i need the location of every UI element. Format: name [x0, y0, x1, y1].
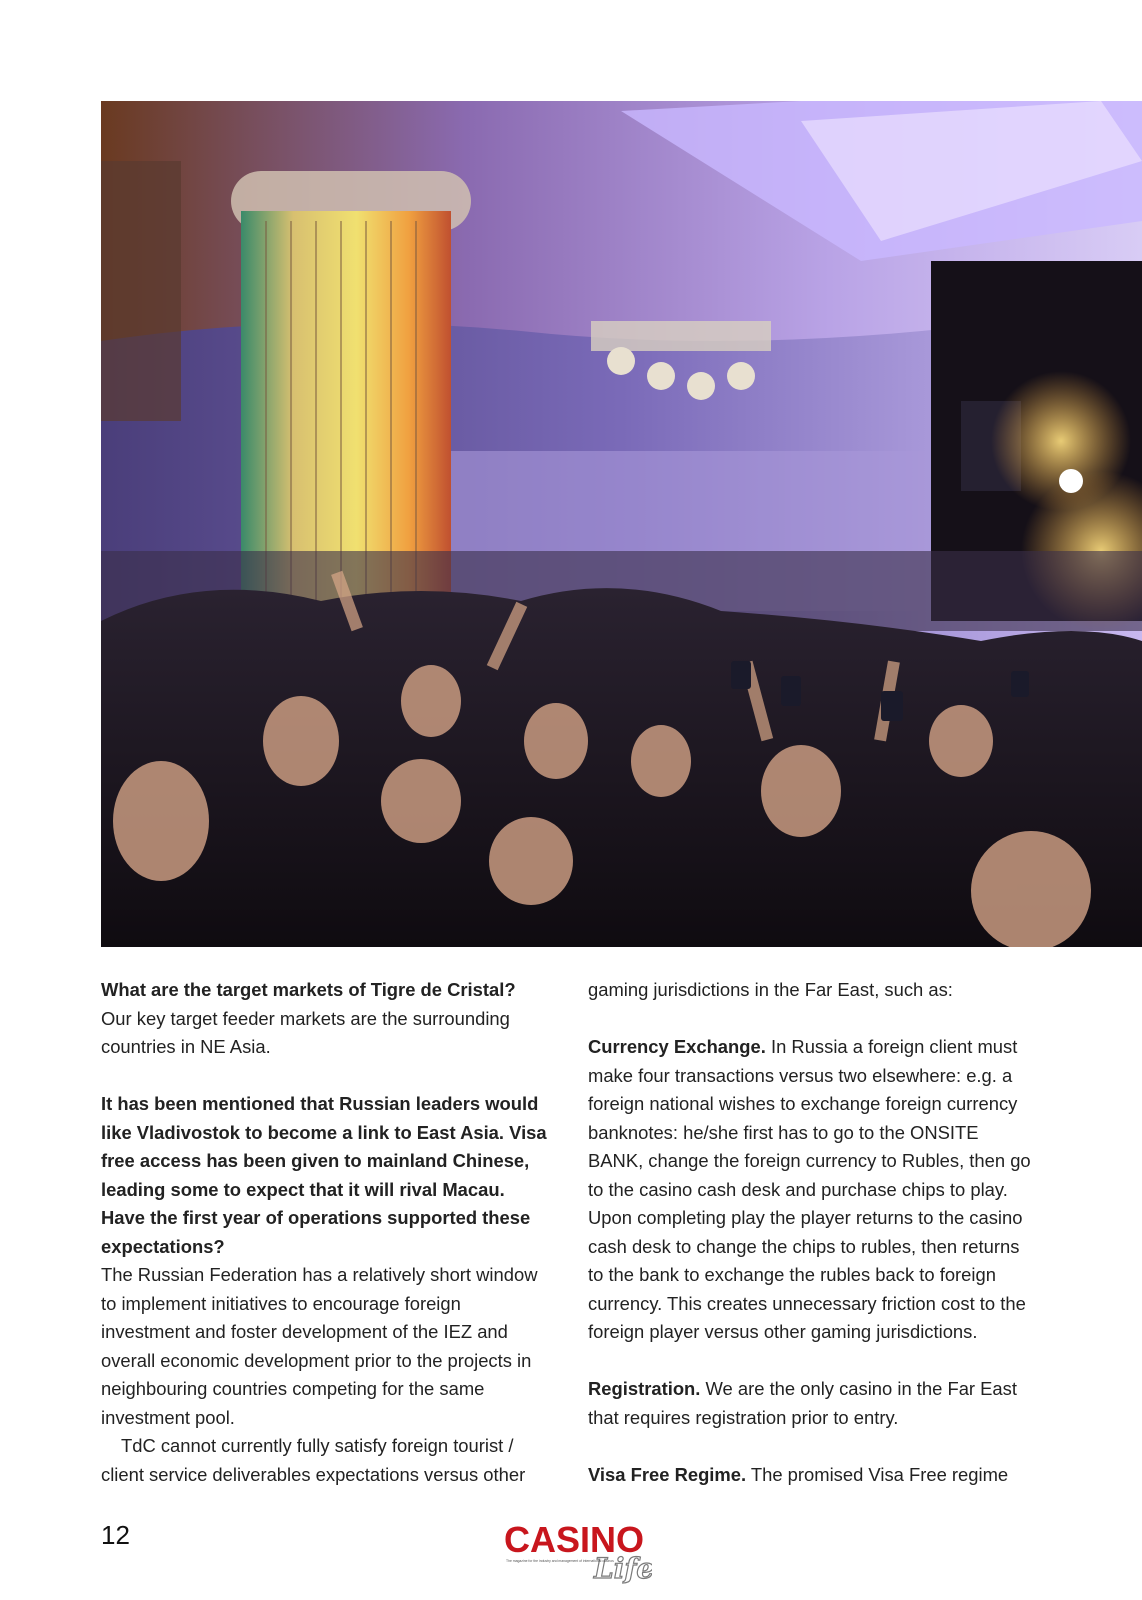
registration-paragraph — [588, 1375, 1038, 1432]
registration-title: Registration. — [588, 1378, 701, 1399]
question-target-markets: What are the target markets of Tigre de Cristal? — [101, 979, 516, 1000]
hero-photo — [101, 101, 1142, 947]
registration-text: We are the only casino in the Far East that requires registration prior to entry. — [588, 1378, 1017, 1428]
logo-main-text: CASINO — [504, 1519, 645, 1560]
logo-tagline: The magazine for the industry and management of international casinos — [506, 1559, 614, 1563]
visa-free-paragraph — [588, 1461, 1038, 1490]
casino-life-logo — [502, 1518, 652, 1588]
visa-free-title: Visa Free Regime. — [588, 1463, 747, 1485]
answer-target-markets: Our key target feeder markets are the surrounding countries in NE Asia. — [101, 1007, 510, 1057]
answer-vladivostok-p1: The Russian Federation has a relatively short window to implement initiatives to encourage foreign investment and foster development of the IEZ and overall economic development prior to the projects in neighbouring countries competing for the same investment pool. — [101, 1264, 538, 1428]
right-column — [588, 976, 1038, 1489]
currency-exchange-title: Currency Exchange. — [588, 1036, 766, 1057]
question-vladivostok: It has been mentioned that Russian leaders would like Vladivostok to become a link to East Asia. Visa free access has been given to mainland Chinese, leading some to expect that it will rival Macau. Have the first year of operations supported these expectations? — [101, 1093, 547, 1257]
answer-vladivostok-p2: TdC cannot currently fully satisfy foreign tourist / client service deliverables expectations versus other — [101, 1435, 526, 1485]
continuation-text: gaming jurisdictions in the Far East, such as: — [588, 979, 953, 1000]
currency-exchange-paragraph — [588, 1033, 1038, 1347]
left-column — [101, 976, 551, 1489]
logo-script-text: Life — [594, 1552, 652, 1585]
casino-life-logo-graphic — [502, 1518, 652, 1588]
currency-exchange-text: In Russia a foreign client must make four transactions versus two elsewhere: e.g. a foreign national wishes to exchange foreign currency banknotes: he/she first has to go to the ONSITE BANK, change the foreign currency to Rubles, then go to the casino cash desk and purchase chips to play. Upon completing play the player returns to the casino cash desk to change the chips to rubles, then returns to the bank to exchange the rubles back to foreign currency. This creates unnecessary friction cost to the foreign player versus other gaming jurisdictions. — [588, 1036, 1031, 1342]
page-number: 12 — [101, 1520, 130, 1550]
hero-photo-illustration — [101, 101, 1142, 947]
visa-free-text: The promised Visa Free regime — [746, 1463, 1009, 1485]
